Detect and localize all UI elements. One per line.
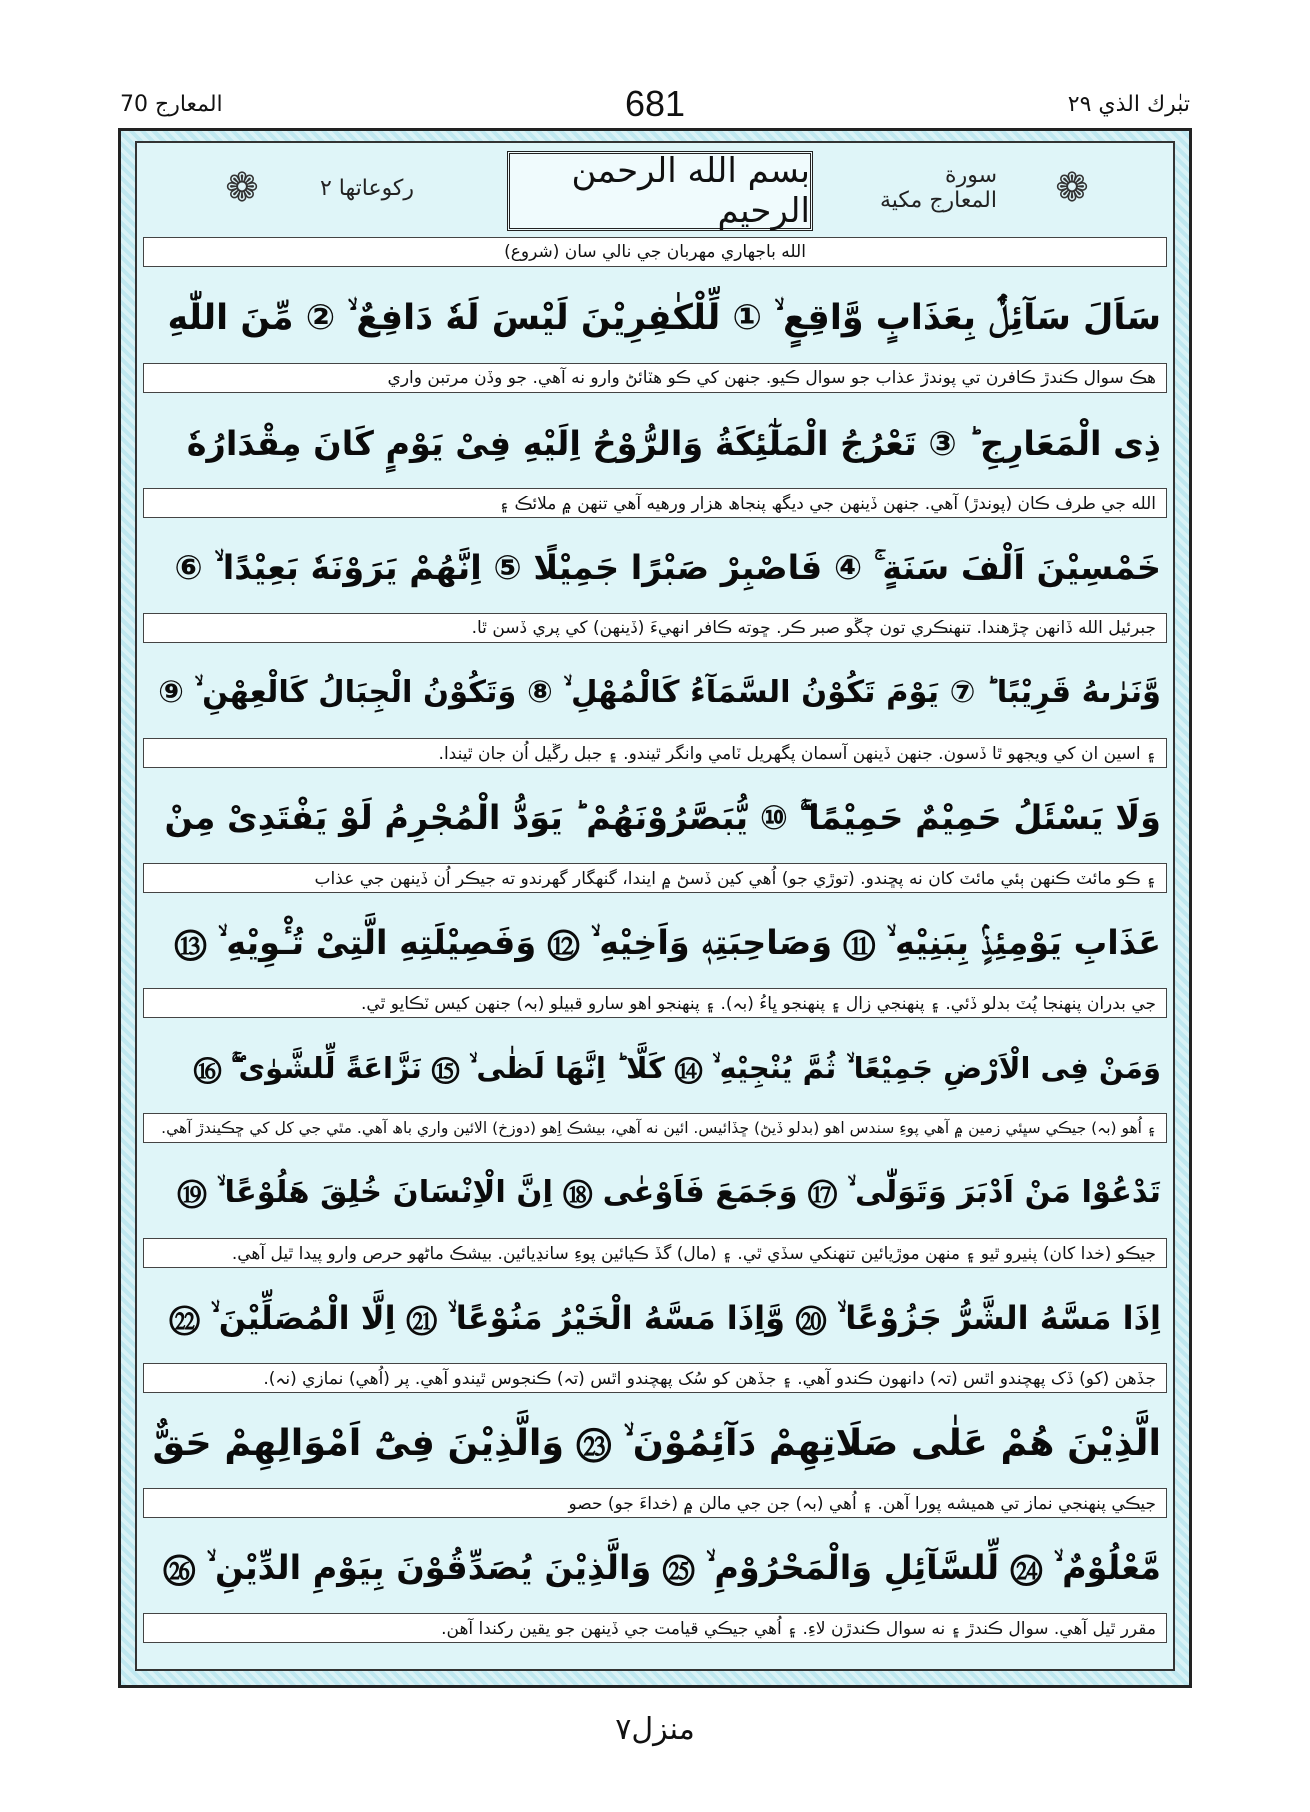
arabic-verse-line: الَّذِيْنَ هُمْ عَلٰى صَلَاتِهِمْ دَآئِمُوْنَ ۙ ㉓ وَالَّذِيْنَ فِىْٓ اَمْوَالِهِمْ حَقٌّ: [152, 1421, 1161, 1464]
manzil-marker: منزل٧: [615, 1712, 695, 1747]
surah-banner: [137, 143, 1173, 233]
bismillah: بسم الله الرحمن الرحيم: [507, 151, 813, 231]
floral-ornament-icon: ❁: [1055, 165, 1089, 211]
sindhi-translation-line: جڏهن (کو) ڏک پهچندو اٿس (تہ) دانهون ڪندو آهي. ۽ جڏهن کو سُک پهچندو اٿس (تہ) ڪنجوس ٿيندو آهي. پر (اُهي) نمازي (نہ).: [143, 1363, 1167, 1393]
floral-ornament-icon: ❁: [225, 165, 259, 211]
arabic-verse-line: وَلَا يَسْئَلُ حَمِيْمٌ حَمِيْمًا ۚۖ ⑩ يُّبَصَّرُوْنَهُمْ ؕ يَوَدُّ الْمُجْرِمُ لَوْ يَفْتَدِىْ مِنْ: [164, 798, 1161, 837]
arabic-verse-line: ذِى الْمَعَارِجِ ؕ ③ تَعْرُجُ الْمَلٰٓئِكَةُ وَالرُّوْحُ اِلَيْهِ فِىْ يَوْمٍ كَانَ مِقْدَارُهٗ: [186, 423, 1161, 463]
sindhi-translation-line: مقرر ٿيل آهي. سوال ڪندڙ ۽ نه سوال ڪندڙن لاءِ. ۽ اُهي جيڪي قيامت جي ڏينهن جو يقين رکندا آهن.: [143, 1613, 1167, 1643]
surah-name: سورة المعارج مكية: [879, 163, 997, 213]
text-panel: [135, 141, 1175, 1671]
arabic-verse-line: وَمَنْ فِى الْاَرْضِ جَمِيْعًا ۙ ثُمَّ يُنْجِيْهِ ۙ ⑭ كَلَّا ؕ اِنَّهَا لَظٰى ۙ ⑮ نَزَّاعَةً لِّلشَّوٰى ۚۖ ⑯: [194, 1050, 1161, 1085]
arabic-verse-line: عَذَابِ يَوْمِئِذٍۢ بِبَنِيْهِ ۙ ⑪ وَصَاحِبَتِهٖ وَاَخِيْهِ ۙ ⑫ وَفَصِيْلَتِهِ الَّتِىْ تُـْٔوِيْهِ ۙ ⑬: [174, 923, 1161, 962]
sindhi-translation-line: ۽ ڪو مائٽ ڪنهن ٻئي مائٽ کان نه پڇندو. (توڙي جو) اُهي کين ڏسڻ ۾ ايندا، گنهگار گهرندو ته جيڪر اُن ڏينهن جي عذاب: [143, 863, 1167, 893]
arabic-verse-line: وَّنَرٰىهُ قَرِيْبًا ؕ ⑦ يَوْمَ تَكُوْنُ السَّمَآءُ كَالْمُهْلِ ۙ ⑧ وَتَكُوْنُ الْجِبَالُ كَالْعِهْنِ ۙ ⑨: [158, 675, 1161, 710]
sindhi-translation-line: ۽ اسين ان کي ويجهو ٿا ڏسون. جنهن ڏينهن آسمان پگهريل ٽامي وانگر ٿيندو. ۽ جبل رڱيل اُن جان ٿيندا.: [143, 738, 1167, 768]
page-number: 681: [624, 83, 686, 124]
arabic-verse-line: سَاَلَ سَآئِلٌۢ بِعَذَابٍ وَّاقِعٍ ۙ ① لِّلْكٰفِرِيْنَ لَيْسَ لَهٗ دَافِعٌ ۙ ② مِّنَ اللّٰهِ: [167, 298, 1161, 338]
header-juz-label: تبٰرك الذي ٢٩: [1067, 91, 1190, 117]
arabic-verse-line: خَمْسِيْنَ اَلْفَ سَنَةٍ ۚ ④ فَاصْبِرْ صَبْرًا جَمِيْلًا ⑤ اِنَّهُمْ يَرَوْنَهٗ بَعِيْدًا ۙ ⑥: [174, 548, 1161, 587]
arabic-verse-line: تَدْعُوْا مَنْ اَدْبَرَ وَتَوَلّٰى ۙ ⑰ وَجَمَعَ فَاَوْعٰى ⑱ اِنَّ الْاِنْسَانَ خُلِقَ هَلُوْعًا ۙ ⑲: [177, 1175, 1161, 1210]
sindhi-translation-line: الله جي طرف ڪان (پوندڙ) آهي. جنهن ڏينهن جي ديگھ پنجاھ هزار ورهيه آهي تنهن ۾ ملائڪ ۽: [143, 488, 1167, 518]
sindhi-translation-line: ۽ اُهو (بہ) جيڪي سڀئي زمين ۾ آهي پوءِ سندس اهو (بدلو ڏيڻ) ڇڏائيس. ائين نه آهي، بيشڪ اِهو (دوزخ) الائين واري باھ آهي. مٿي جي کل کي ڇڪيندڙ آهي.: [143, 1113, 1167, 1143]
bismillah-translation: الله باجهاري مهربان جي نالي سان (شروع): [143, 237, 1167, 267]
sindhi-translation-line: جيڪي پنهنجي نماز تي هميشه پورا آهن. ۽ اُهي (بہ) جن جي مالن ۾ (خداءَ جو) حصو: [143, 1488, 1167, 1518]
page-frame: [118, 128, 1192, 1688]
sindhi-translation-line: جيڪو (خدا کان) پٺيرو ٿيو ۽ منهن موڙيائين تنهنکي سڏي ٿي. ۽ (مال) گڏ ڪيائين پوءِ سانڍيائين. بيشڪ ماڻهو حرص وارو پيدا ٿيل آهي.: [143, 1238, 1167, 1268]
sindhi-translation-line: جي بدران پنهنجا پُٽ بدلو ڏئي. ۽ پنهنجي زال ۽ پنهنجو ڀاءُ (بہ). ۽ پنهنجو اهو سارو قبيلو (بہ) جنهن کيس ٽڪايو ٿي.: [143, 988, 1167, 1018]
arabic-verse-line: مَّعْلُوْمٌ ۙ ㉔ لِّلسَّآئِلِ وَالْمَحْرُوْمِ ۙ ㉕ وَالَّذِيْنَ يُصَدِّقُوْنَ بِيَوْمِ الدِّيْنِ ۙ ㉖: [163, 1548, 1161, 1587]
arabic-verse-line: اِذَا مَسَّهُ الشَّرُّ جَزُوْعًا ۙ ⑳ وَّاِذَا مَسَّهُ الْخَيْرُ مَنُوْعًا ۙ ㉑ اِلَّا الْمُصَلِّيْنَ ۙ ㉒: [169, 1298, 1161, 1337]
ruku-count: ركوعاتها ٢: [319, 175, 415, 201]
sindhi-translation-line: جبرئيل الله ڏانهن چڙهندا. تنهنڪري تون چڱو صبر ڪر. ڇوته ڪافر انهيءَ (ڏينهن) کي پري ڏسن ٿا.: [143, 613, 1167, 643]
sindhi-translation-line: هڪ سوال ڪندڙ ڪافرن تي پوندڙ عذاب جو سوال ڪيو. جنهن کي ڪو هٽائڻ وارو نه آهي. جو وڏن مرتبن واري: [143, 363, 1167, 393]
header-surah-label: المعارج 70: [120, 91, 223, 117]
